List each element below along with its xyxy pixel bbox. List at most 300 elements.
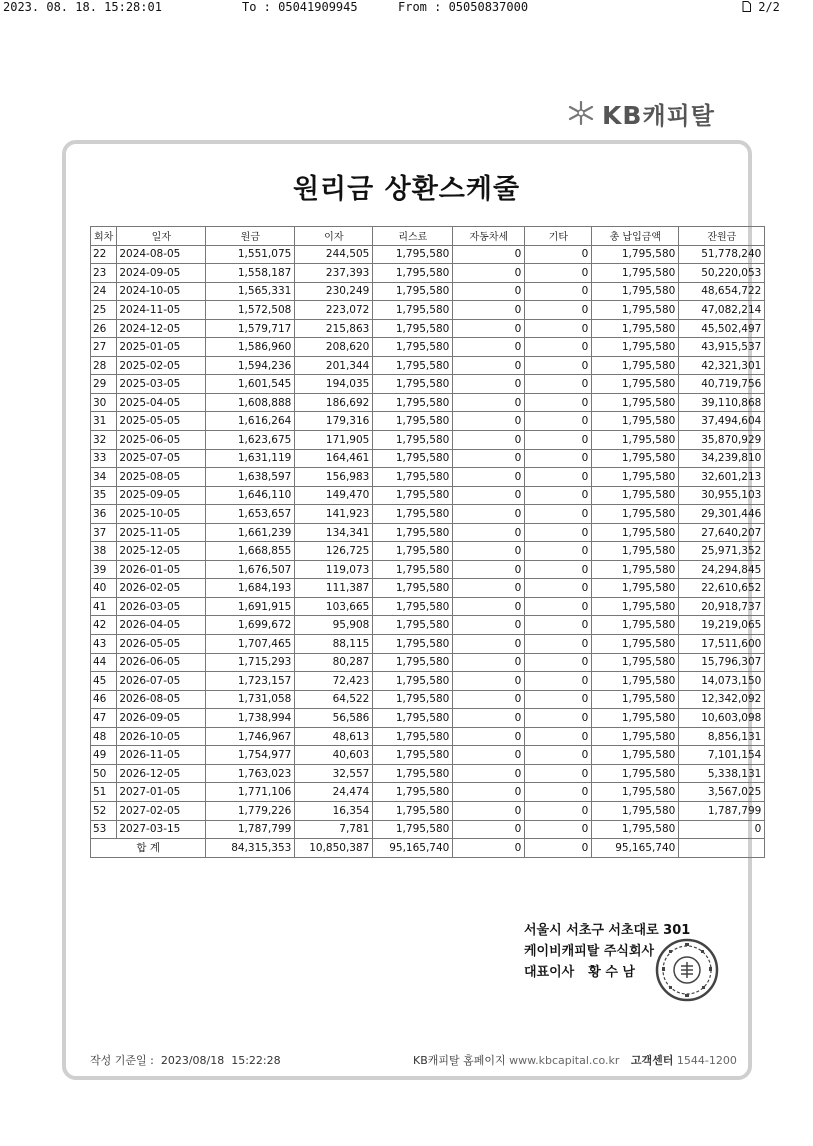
installment-no-cell: 38 [91,542,117,561]
lease-fee-cell: 1,795,580 [373,727,453,746]
remaining-balance-cell: 25,971,352 [679,542,765,561]
table-header-row [91,227,765,246]
column-header: 원금 [206,227,295,246]
total-paid-cell: 1,795,580 [592,245,679,264]
total-principal: 84,315,353 [206,839,295,858]
payment-date-cell: 2026-10-05 [117,727,206,746]
total-paid-cell: 1,795,580 [592,690,679,709]
principal-cell: 1,668,855 [206,542,295,561]
total-tax: 0 [453,839,525,858]
car-tax-cell: 0 [453,431,525,450]
lease-fee-cell: 1,795,580 [373,709,453,728]
table-row [91,597,765,616]
principal-cell: 1,646,110 [206,486,295,505]
column-header: 이자 [295,227,373,246]
lease-fee-cell: 1,795,580 [373,319,453,338]
table-row [91,505,765,524]
lease-fee-cell: 1,795,580 [373,338,453,357]
total-paid-cell: 1,795,580 [592,560,679,579]
table-row [91,245,765,264]
remaining-balance-cell: 7,101,154 [679,746,765,765]
car-tax-cell: 0 [453,560,525,579]
remaining-balance-cell: 10,603,098 [679,709,765,728]
installment-no-cell: 44 [91,653,117,672]
lease-fee-cell: 1,795,580 [373,356,453,375]
principal-cell: 1,616,264 [206,412,295,431]
interest-cell: 149,470 [295,486,373,505]
principal-cell: 1,565,331 [206,282,295,301]
table-row [91,727,765,746]
remaining-balance-cell: 22,610,652 [679,579,765,598]
table-row [91,356,765,375]
car-tax-cell: 0 [453,282,525,301]
remaining-balance-cell: 24,294,845 [679,560,765,579]
installment-no-cell: 29 [91,375,117,394]
remaining-balance-cell: 45,502,497 [679,319,765,338]
installment-no-cell: 25 [91,301,117,320]
principal-cell: 1,754,977 [206,746,295,765]
lease-fee-cell: 1,795,580 [373,393,453,412]
interest-cell: 164,461 [295,449,373,468]
total-paid-cell: 1,795,580 [592,523,679,542]
lease-fee-cell: 1,795,580 [373,505,453,524]
payment-date-cell: 2024-09-05 [117,264,206,283]
car-tax-cell: 0 [453,635,525,654]
fax-datetime: 2023. 08. 18. 15:28:01 [3,0,162,14]
homepage-link[interactable]: www.kbcapital.co.kr [509,1054,620,1067]
car-tax-cell: 0 [453,301,525,320]
interest-cell: 194,035 [295,375,373,394]
lease-fee-cell: 1,795,580 [373,746,453,765]
principal-cell: 1,594,236 [206,356,295,375]
column-header: 총 납입금액 [592,227,679,246]
page-icon [742,1,751,12]
principal-cell: 1,623,675 [206,431,295,450]
car-tax-cell: 0 [453,616,525,635]
principal-cell: 1,731,058 [206,690,295,709]
interest-cell: 223,072 [295,301,373,320]
other-fee-cell: 0 [525,431,592,450]
remaining-balance-cell: 32,601,213 [679,468,765,487]
remaining-balance-cell: 37,494,604 [679,412,765,431]
car-tax-cell: 0 [453,245,525,264]
lease-fee-cell: 1,795,580 [373,672,453,691]
installment-no-cell: 48 [91,727,117,746]
principal-cell: 1,691,915 [206,597,295,616]
other-fee-cell: 0 [525,264,592,283]
other-fee-cell: 0 [525,672,592,691]
installment-no-cell: 53 [91,820,117,839]
other-fee-cell: 0 [525,505,592,524]
payment-date-cell: 2027-02-05 [117,801,206,820]
car-tax-cell: 0 [453,709,525,728]
payment-date-cell: 2027-01-05 [117,783,206,802]
principal-cell: 1,738,994 [206,709,295,728]
payment-date-cell: 2024-12-05 [117,319,206,338]
car-tax-cell: 0 [453,579,525,598]
principal-cell: 1,676,507 [206,560,295,579]
interest-cell: 179,316 [295,412,373,431]
interest-cell: 126,725 [295,542,373,561]
lease-fee-cell: 1,795,580 [373,764,453,783]
remaining-balance-cell: 35,870,929 [679,431,765,450]
lease-fee-cell: 1,795,580 [373,560,453,579]
principal-cell: 1,661,239 [206,523,295,542]
table-row [91,672,765,691]
installment-no-cell: 40 [91,579,117,598]
total-paid-cell: 1,795,580 [592,709,679,728]
repayment-schedule-table [90,226,765,858]
other-fee-cell: 0 [525,301,592,320]
interest-cell: 141,923 [295,505,373,524]
lease-fee-cell: 1,795,580 [373,301,453,320]
remaining-balance-cell: 39,110,868 [679,393,765,412]
installment-no-cell: 47 [91,709,117,728]
lease-fee-cell: 1,795,580 [373,468,453,487]
installment-no-cell: 51 [91,783,117,802]
other-fee-cell: 0 [525,449,592,468]
installment-no-cell: 32 [91,431,117,450]
total-paid-cell: 1,795,580 [592,468,679,487]
payment-date-cell: 2025-12-05 [117,542,206,561]
principal-cell: 1,653,657 [206,505,295,524]
car-tax-cell: 0 [453,597,525,616]
lease-fee-cell: 1,795,580 [373,653,453,672]
total-paid-cell: 1,795,580 [592,616,679,635]
lease-fee-cell: 1,795,580 [373,542,453,561]
installment-no-cell: 33 [91,449,117,468]
payment-date-cell: 2026-04-05 [117,616,206,635]
interest-cell: 24,474 [295,783,373,802]
other-fee-cell: 0 [525,523,592,542]
other-fee-cell: 0 [525,560,592,579]
remaining-balance-cell: 30,955,103 [679,486,765,505]
interest-cell: 16,354 [295,801,373,820]
logo-text [602,96,715,131]
customer-center-label: 고객센터 [630,1054,674,1067]
car-tax-cell: 0 [453,690,525,709]
other-fee-cell: 0 [525,764,592,783]
car-tax-cell: 0 [453,375,525,394]
car-tax-cell: 0 [453,412,525,431]
installment-no-cell: 34 [91,468,117,487]
principal-cell: 1,586,960 [206,338,295,357]
remaining-balance-cell: 19,219,065 [679,616,765,635]
payment-date-cell: 2025-04-05 [117,393,206,412]
table-row [91,709,765,728]
principal-cell: 1,558,187 [206,264,295,283]
table-row [91,338,765,357]
fax-from: From : 05050837000 [398,0,529,14]
car-tax-cell: 0 [453,468,525,487]
total-paid-cell: 1,795,580 [592,783,679,802]
other-fee-cell: 0 [525,393,592,412]
payment-date-cell: 2026-02-05 [117,579,206,598]
table-row [91,616,765,635]
car-tax-cell: 0 [453,764,525,783]
lease-fee-cell: 1,795,580 [373,264,453,283]
table-row [91,801,765,820]
car-tax-cell: 0 [453,783,525,802]
remaining-balance-cell: 15,796,307 [679,653,765,672]
installment-no-cell: 28 [91,356,117,375]
remaining-balance-cell: 17,511,600 [679,635,765,654]
total-paid-cell: 1,795,580 [592,764,679,783]
car-tax-cell: 0 [453,542,525,561]
company-address: 서울시 서초구 서초대로 301 [524,923,691,938]
principal-cell: 1,771,106 [206,783,295,802]
remaining-balance-cell: 5,338,131 [679,764,765,783]
installment-no-cell: 43 [91,635,117,654]
car-tax-cell: 0 [453,356,525,375]
interest-cell: 237,393 [295,264,373,283]
car-tax-cell: 0 [453,449,525,468]
principal-cell: 1,608,888 [206,393,295,412]
remaining-balance-cell: 50,220,053 [679,264,765,283]
remaining-balance-cell: 34,239,810 [679,449,765,468]
total-paid-cell: 1,795,580 [592,431,679,450]
interest-cell: 40,603 [295,746,373,765]
homepage-label: KB캐피탈 홈페이지 [413,1054,506,1067]
kb-star-icon [566,100,596,126]
payment-date-cell: 2027-03-15 [117,820,206,839]
other-fee-cell: 0 [525,783,592,802]
installment-no-cell: 24 [91,282,117,301]
total-paid-cell: 1,795,580 [592,301,679,320]
table-row [91,783,765,802]
other-fee-cell: 0 [525,653,592,672]
installment-no-cell: 35 [91,486,117,505]
car-tax-cell: 0 [453,820,525,839]
lease-fee-cell: 1,795,580 [373,245,453,264]
total-paid-cell: 1,795,580 [592,412,679,431]
total-paid-cell: 1,795,580 [592,264,679,283]
payment-date-cell: 2026-07-05 [117,672,206,691]
logo-name: 캐피탈 [642,101,715,130]
column-header: 일자 [117,227,206,246]
installment-no-cell: 26 [91,319,117,338]
remaining-balance-cell: 14,073,150 [679,672,765,691]
installment-no-cell: 36 [91,505,117,524]
installment-no-cell: 39 [91,560,117,579]
company-name: 케이비캐피탈 주식회사 [524,944,655,959]
page-title: 원리금 상환스케줄 [292,174,521,205]
total-paid-cell: 1,795,580 [592,319,679,338]
rep-title: 대표이사 [524,965,575,980]
total-paid-cell: 1,795,580 [592,393,679,412]
other-fee-cell: 0 [525,282,592,301]
other-fee-cell: 0 [525,597,592,616]
interest-cell: 88,115 [295,635,373,654]
table-row [91,635,765,654]
total-interest: 10,850,387 [295,839,373,858]
total-paid-cell: 1,795,580 [592,338,679,357]
interest-cell: 103,665 [295,597,373,616]
customer-center-phone: 1544-1200 [676,1054,737,1067]
payment-date-cell: 2025-06-05 [117,431,206,450]
lease-fee-cell: 1,795,580 [373,820,453,839]
car-tax-cell: 0 [453,523,525,542]
payment-date-cell: 2025-03-05 [117,375,206,394]
table-row [91,560,765,579]
car-tax-cell: 0 [453,746,525,765]
fax-page-number: 2/2 [758,0,780,14]
interest-cell: 171,905 [295,431,373,450]
remaining-balance-cell: 0 [679,820,765,839]
table-row [91,431,765,450]
fax-page [742,0,780,14]
total-paid-cell: 1,795,580 [592,801,679,820]
payment-date-cell: 2026-09-05 [117,709,206,728]
payment-date-cell: 2026-11-05 [117,746,206,765]
total-paid-cell: 1,795,580 [592,635,679,654]
footer-contact [413,1052,737,1068]
remaining-balance-cell: 43,915,537 [679,338,765,357]
other-fee-cell: 0 [525,486,592,505]
payment-date-cell: 2026-08-05 [117,690,206,709]
table-row [91,579,765,598]
total-paid-cell: 1,795,580 [592,597,679,616]
total-paid-cell: 1,795,580 [592,672,679,691]
car-tax-cell: 0 [453,727,525,746]
table-body [91,245,765,839]
table-row [91,764,765,783]
interest-cell: 95,908 [295,616,373,635]
payment-date-cell: 2025-02-05 [117,356,206,375]
car-tax-cell: 0 [453,338,525,357]
principal-cell: 1,779,226 [206,801,295,820]
principal-cell: 1,631,119 [206,449,295,468]
interest-cell: 111,387 [295,579,373,598]
total-paid-cell: 1,795,580 [592,505,679,524]
interest-cell: 32,557 [295,764,373,783]
other-fee-cell: 0 [525,727,592,746]
total-paid-cell: 1,795,580 [592,375,679,394]
interest-cell: 119,073 [295,560,373,579]
column-header: 리스료 [373,227,453,246]
installment-no-cell: 52 [91,801,117,820]
installment-no-cell: 46 [91,690,117,709]
principal-cell: 1,715,293 [206,653,295,672]
principal-cell: 1,787,799 [206,820,295,839]
column-header: 회차 [91,227,117,246]
lease-fee-cell: 1,795,580 [373,783,453,802]
table-row [91,412,765,431]
table-row [91,264,765,283]
interest-cell: 208,620 [295,338,373,357]
car-tax-cell: 0 [453,653,525,672]
payment-date-cell: 2025-01-05 [117,338,206,357]
installment-no-cell: 22 [91,245,117,264]
installment-no-cell: 27 [91,338,117,357]
other-fee-cell: 0 [525,820,592,839]
payment-date-cell: 2025-10-05 [117,505,206,524]
total-paid-cell: 1,795,580 [592,282,679,301]
interest-cell: 156,983 [295,468,373,487]
payment-date-cell: 2025-09-05 [117,486,206,505]
kb-capital-logo [566,97,715,129]
payment-date-cell: 2024-10-05 [117,282,206,301]
car-tax-cell: 0 [453,486,525,505]
remaining-balance-cell: 29,301,446 [679,505,765,524]
lease-fee-cell: 1,795,580 [373,431,453,450]
installment-no-cell: 50 [91,764,117,783]
other-fee-cell: 0 [525,375,592,394]
table-row [91,523,765,542]
payment-date-cell: 2026-06-05 [117,653,206,672]
principal-cell: 1,572,508 [206,301,295,320]
other-fee-cell: 0 [525,412,592,431]
interest-cell: 48,613 [295,727,373,746]
remaining-balance-cell: 8,856,131 [679,727,765,746]
payment-date-cell: 2024-08-05 [117,245,206,264]
interest-cell: 215,863 [295,319,373,338]
car-tax-cell: 0 [453,801,525,820]
lease-fee-cell: 1,795,580 [373,449,453,468]
remaining-balance-cell: 27,640,207 [679,523,765,542]
remaining-balance-cell: 12,342,092 [679,690,765,709]
installment-no-cell: 31 [91,412,117,431]
interest-cell: 64,522 [295,690,373,709]
table-row [91,486,765,505]
remaining-balance-cell: 48,654,722 [679,282,765,301]
lease-fee-cell: 1,795,580 [373,616,453,635]
other-fee-cell: 0 [525,319,592,338]
other-fee-cell: 0 [525,245,592,264]
company-seal-icon [655,938,719,1002]
payment-date-cell: 2026-12-05 [117,764,206,783]
principal-cell: 1,763,023 [206,764,295,783]
payment-date-cell: 2026-03-05 [117,597,206,616]
remaining-balance-cell: 47,082,214 [679,301,765,320]
other-fee-cell: 0 [525,338,592,357]
other-fee-cell: 0 [525,709,592,728]
table-row [91,542,765,561]
other-fee-cell: 0 [525,579,592,598]
other-fee-cell: 0 [525,746,592,765]
other-fee-cell: 0 [525,468,592,487]
other-fee-cell: 0 [525,356,592,375]
payment-date-cell: 2025-08-05 [117,468,206,487]
total-paid-cell: 1,795,580 [592,727,679,746]
installment-no-cell: 41 [91,597,117,616]
car-tax-cell: 0 [453,264,525,283]
car-tax-cell: 0 [453,393,525,412]
other-fee-cell: 0 [525,801,592,820]
table-row [91,319,765,338]
remaining-balance-cell: 3,567,025 [679,783,765,802]
car-tax-cell: 0 [453,319,525,338]
table-row [91,468,765,487]
payment-date-cell: 2025-07-05 [117,449,206,468]
installment-no-cell: 45 [91,672,117,691]
fax-header [0,0,813,16]
total-paid-cell: 1,795,580 [592,449,679,468]
total-row [91,839,765,858]
interest-cell: 134,341 [295,523,373,542]
interest-cell: 201,344 [295,356,373,375]
interest-cell: 56,586 [295,709,373,728]
interest-cell: 72,423 [295,672,373,691]
total-paid-cell: 1,795,580 [592,746,679,765]
total-paid: 95,165,740 [592,839,679,858]
fax-to: To : 05041909945 [242,0,358,14]
table-row [91,690,765,709]
remaining-balance-cell: 1,787,799 [679,801,765,820]
car-tax-cell: 0 [453,672,525,691]
installment-no-cell: 30 [91,393,117,412]
lease-fee-cell: 1,795,580 [373,412,453,431]
